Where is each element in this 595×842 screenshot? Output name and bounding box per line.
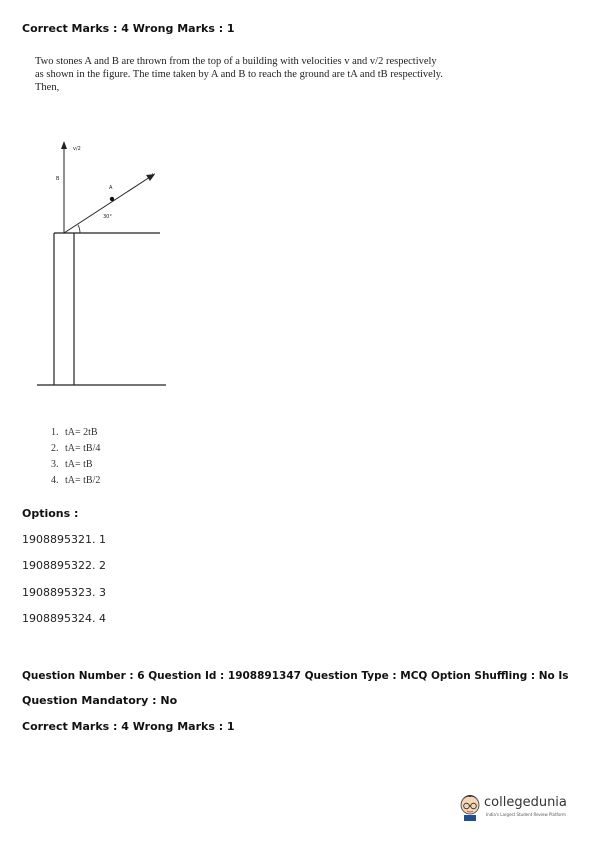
next-question-marks: Correct Marks : 4 Wrong Marks : 1 <box>22 720 235 733</box>
arrow-up-icon <box>61 141 67 149</box>
option-item-1: 1908895321. 1 <box>22 533 106 546</box>
student-mascot-icon <box>455 787 485 823</box>
choice-item-4: 4. tA= tB/2 <box>51 475 101 486</box>
question-line-2: as shown in the figure. The time taken by A and B to reach the ground are tA and tB respectively. <box>35 69 443 80</box>
label-angle: 30° <box>103 214 112 220</box>
choice-item-2: 2. tA= tB/4 <box>51 443 101 454</box>
next-question-line-2: Question Mandatory : No <box>22 694 178 707</box>
marks-header: Correct Marks : 4 Wrong Marks : 1 <box>22 22 235 35</box>
label-b: B <box>56 176 60 182</box>
stone-a-path <box>64 177 150 233</box>
angle-arc <box>78 225 80 233</box>
label-a: A <box>109 185 113 191</box>
question-line-3: Then, <box>35 82 60 93</box>
question-line-1: Two stones A and B are thrown from the top of a building with velocities v and v/2 respectively <box>35 56 437 67</box>
logo-tagline: India's Largest Student Review Platform <box>486 812 566 817</box>
label-v: v <box>152 172 155 178</box>
next-question-line-1: Question Number : 6 Question Id : 1908891347 Question Type : MCQ Option Shuffling : No Is <box>22 670 569 682</box>
choice-list <box>51 427 100 491</box>
option-item-2: 1908895322. 2 <box>22 559 106 572</box>
logo-name: collegedunia <box>484 795 567 810</box>
collegedunia-logo <box>455 787 580 827</box>
stone-a-dot <box>110 197 114 201</box>
choice-item-3: 3. tA= tB <box>51 459 93 470</box>
option-item-3: 1908895323. 3 <box>22 586 106 599</box>
choice-item-1: 1. tA= 2tB <box>51 427 98 438</box>
option-item-4: 1908895324. 4 <box>22 612 106 625</box>
label-v-half: v/2 <box>73 146 81 152</box>
options-heading: Options : <box>22 507 79 520</box>
